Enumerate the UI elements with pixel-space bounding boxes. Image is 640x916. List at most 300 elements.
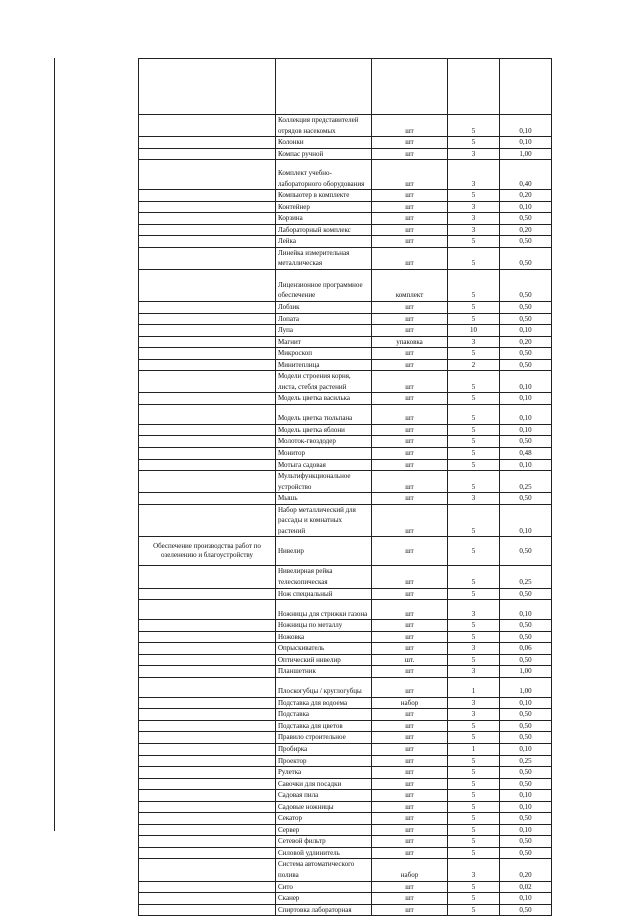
table-row	[139, 666, 552, 678]
unit-cell: шт	[372, 448, 448, 460]
item-name-cell: Мышь	[276, 493, 372, 505]
norm-cell: 0,50	[500, 436, 552, 448]
quantity-cell: 1	[448, 677, 500, 697]
item-name-cell: Система автоматического полива	[276, 859, 372, 881]
unit-cell: шт	[372, 600, 448, 620]
table-row	[139, 767, 552, 779]
unit-cell: набор	[372, 859, 448, 881]
norm-cell: 0,10	[500, 790, 552, 802]
unit-cell: шт	[372, 755, 448, 767]
table-row	[139, 600, 552, 620]
table-row	[139, 732, 552, 744]
table-row	[139, 325, 552, 337]
category-cell	[139, 336, 276, 348]
category-cell: Обеспечение производства работ по озеленению и благоустройству	[139, 537, 276, 566]
unit-cell: шт	[372, 371, 448, 393]
unit-cell: шт	[372, 348, 448, 360]
table-row	[139, 743, 552, 755]
item-name-cell: Подставка для цветов	[276, 720, 372, 732]
norm-cell: 0,25	[500, 471, 552, 493]
norm-cell: 0,48	[500, 448, 552, 460]
table-row	[139, 424, 552, 436]
item-name-cell: Плоскогубцы / круглогубцы	[276, 677, 372, 697]
equipment-table	[138, 58, 552, 916]
category-cell	[139, 471, 276, 493]
quantity-cell: 5	[448, 566, 500, 588]
item-name-cell: Сито	[276, 881, 372, 893]
quantity-cell: 3	[448, 148, 500, 160]
category-cell	[139, 313, 276, 325]
table-row	[139, 677, 552, 697]
quantity-cell: 10	[448, 325, 500, 337]
item-name-cell: Комплект учебно-лабораторного оборудования	[276, 160, 372, 190]
category-cell	[139, 302, 276, 314]
item-name-cell: Силовой удлинитель	[276, 847, 372, 859]
unit-cell: упаковка	[372, 336, 448, 348]
quantity-cell: 5	[448, 436, 500, 448]
item-name-cell: Ножовка	[276, 631, 372, 643]
norm-cell: 0,10	[500, 824, 552, 836]
unit-cell: шт	[372, 666, 448, 678]
unit-cell: шт	[372, 302, 448, 314]
quantity-cell: 5	[448, 471, 500, 493]
unit-cell: шт	[372, 677, 448, 697]
quantity-cell: 5	[448, 836, 500, 848]
unit-cell: шт	[372, 436, 448, 448]
norm-cell: 0,50	[500, 732, 552, 744]
norm-cell: 0,25	[500, 755, 552, 767]
norm-cell: 1,00	[500, 666, 552, 678]
quantity-cell: 5	[448, 448, 500, 460]
unit-cell: шт	[372, 801, 448, 813]
quantity-cell: 5	[448, 893, 500, 905]
item-name-cell: Мультифункциональное устройство	[276, 471, 372, 493]
norm-cell: 0,10	[500, 697, 552, 709]
category-cell	[139, 201, 276, 213]
unit-cell: шт	[372, 201, 448, 213]
norm-cell: 0,10	[500, 325, 552, 337]
item-name-cell: Спиртовка лабораторная	[276, 904, 372, 916]
category-cell	[139, 893, 276, 905]
quantity-cell: 3	[448, 709, 500, 721]
norm-cell: 0,50	[500, 270, 552, 302]
category-cell	[139, 325, 276, 337]
norm-cell: 0,50	[500, 836, 552, 848]
item-name-cell: Корзина	[276, 213, 372, 225]
norm-cell: 0,10	[500, 137, 552, 149]
table-row	[139, 881, 552, 893]
table-row	[139, 160, 552, 190]
norm-cell: 0,25	[500, 566, 552, 588]
quantity-cell	[448, 59, 500, 115]
norm-cell: 0,10	[500, 801, 552, 813]
item-name-cell: Савочки для посадки	[276, 778, 372, 790]
table-row	[139, 270, 552, 302]
item-name-cell: Садовая пила	[276, 790, 372, 802]
quantity-cell: 3	[448, 643, 500, 655]
norm-cell: 0,50	[500, 778, 552, 790]
quantity-cell: 3	[448, 213, 500, 225]
unit-cell: шт	[372, 213, 448, 225]
norm-cell: 0,50	[500, 302, 552, 314]
table-row	[139, 566, 552, 588]
unit-cell: шт	[372, 824, 448, 836]
quantity-cell: 3	[448, 493, 500, 505]
quantity-cell: 5	[448, 424, 500, 436]
norm-cell: 1,00	[500, 677, 552, 697]
quantity-cell: 5	[448, 459, 500, 471]
unit-cell: шт	[372, 643, 448, 655]
quantity-cell: 2	[448, 359, 500, 371]
unit-cell: шт	[372, 720, 448, 732]
table-row	[139, 59, 552, 115]
category-cell	[139, 371, 276, 393]
unit-cell: шт	[372, 190, 448, 202]
norm-cell: 1,00	[500, 148, 552, 160]
item-name-cell: Подставка для водоема	[276, 697, 372, 709]
table-row	[139, 190, 552, 202]
category-cell	[139, 859, 276, 881]
quantity-cell: 3	[448, 600, 500, 620]
norm-cell: 0,50	[500, 631, 552, 643]
table-row	[139, 436, 552, 448]
item-name-cell: Компас ручной	[276, 148, 372, 160]
item-name-cell: Оптический нивелир	[276, 654, 372, 666]
item-name-cell: Опрыскиватель	[276, 643, 372, 655]
category-cell	[139, 801, 276, 813]
category-cell	[139, 493, 276, 505]
unit-cell: шт	[372, 813, 448, 825]
quantity-cell: 5	[448, 247, 500, 269]
norm-cell: 0,10	[500, 201, 552, 213]
quantity-cell: 5	[448, 824, 500, 836]
table-row	[139, 801, 552, 813]
table-row	[139, 778, 552, 790]
norm-cell: 0,50	[500, 236, 552, 248]
quantity-cell: 5	[448, 790, 500, 802]
norm-cell: 0,20	[500, 224, 552, 236]
unit-cell: шт	[372, 504, 448, 537]
quantity-cell: 5	[448, 631, 500, 643]
category-cell	[139, 732, 276, 744]
quantity-cell: 1	[448, 743, 500, 755]
category-cell	[139, 213, 276, 225]
table-row	[139, 654, 552, 666]
item-name-cell: Магнит	[276, 336, 372, 348]
category-cell	[139, 566, 276, 588]
unit-cell: шт	[372, 620, 448, 632]
table-row	[139, 348, 552, 360]
table-row	[139, 224, 552, 236]
unit-cell: шт	[372, 424, 448, 436]
norm-cell: 0,50	[500, 359, 552, 371]
category-cell	[139, 148, 276, 160]
unit-cell: шт	[372, 778, 448, 790]
item-name-cell	[276, 59, 372, 115]
table-row	[139, 313, 552, 325]
table-row	[139, 790, 552, 802]
quantity-cell: 5	[448, 115, 500, 137]
unit-cell: шт	[372, 359, 448, 371]
item-name-cell: Садовые ножницы	[276, 801, 372, 813]
unit-cell: шт	[372, 313, 448, 325]
norm-cell: 0,50	[500, 537, 552, 566]
norm-cell: 0,06	[500, 643, 552, 655]
item-name-cell: Лопата	[276, 313, 372, 325]
quantity-cell: 5	[448, 190, 500, 202]
quantity-cell: 5	[448, 904, 500, 916]
norm-cell: 0,50	[500, 348, 552, 360]
category-cell	[139, 424, 276, 436]
item-name-cell: Модель цветка яблони	[276, 424, 372, 436]
norm-cell: 0,20	[500, 190, 552, 202]
category-cell	[139, 847, 276, 859]
norm-cell: 0,10	[500, 404, 552, 424]
unit-cell: шт	[372, 137, 448, 149]
table-row	[139, 393, 552, 405]
unit-cell: шт	[372, 847, 448, 859]
category-cell	[139, 236, 276, 248]
quantity-cell: 5	[448, 767, 500, 779]
table-row	[139, 302, 552, 314]
unit-cell: шт	[372, 893, 448, 905]
norm-cell: 0,50	[500, 313, 552, 325]
item-name-cell: Подставка	[276, 709, 372, 721]
unit-cell: шт	[372, 493, 448, 505]
unit-cell: шт	[372, 904, 448, 916]
norm-cell: 0,40	[500, 160, 552, 190]
category-cell	[139, 755, 276, 767]
table-row	[139, 709, 552, 721]
unit-cell: шт	[372, 236, 448, 248]
norm-cell: 0,50	[500, 767, 552, 779]
category-cell	[139, 881, 276, 893]
category-cell	[139, 247, 276, 269]
item-name-cell: Лобзик	[276, 302, 372, 314]
table-row	[139, 631, 552, 643]
category-cell	[139, 459, 276, 471]
quantity-cell: 5	[448, 504, 500, 537]
category-cell	[139, 836, 276, 848]
unit-cell: шт	[372, 404, 448, 424]
norm-cell: 0,10	[500, 115, 552, 137]
norm-cell: 0,10	[500, 504, 552, 537]
quantity-cell: 5	[448, 732, 500, 744]
unit-cell: шт	[372, 247, 448, 269]
table-row	[139, 371, 552, 393]
table-row	[139, 236, 552, 248]
norm-cell: 0,10	[500, 893, 552, 905]
quantity-cell: 5	[448, 236, 500, 248]
norm-cell: 0,20	[500, 859, 552, 881]
table-row	[139, 115, 552, 137]
item-name-cell: Микроскоп	[276, 348, 372, 360]
table-row	[139, 213, 552, 225]
category-cell	[139, 504, 276, 537]
item-name-cell: Модель цветка тюльпана	[276, 404, 372, 424]
category-cell	[139, 743, 276, 755]
table-row	[139, 697, 552, 709]
category-cell	[139, 359, 276, 371]
unit-cell: шт	[372, 566, 448, 588]
category-cell	[139, 813, 276, 825]
norm-cell: 0,50	[500, 709, 552, 721]
unit-cell: шт	[372, 325, 448, 337]
category-cell	[139, 137, 276, 149]
quantity-cell: 3	[448, 201, 500, 213]
item-name-cell: Мотыга садовая	[276, 459, 372, 471]
item-name-cell: Планшетник	[276, 666, 372, 678]
category-cell	[139, 224, 276, 236]
item-name-cell: Компьютер в комплекте	[276, 190, 372, 202]
quantity-cell: 3	[448, 160, 500, 190]
category-cell	[139, 393, 276, 405]
table-row	[139, 201, 552, 213]
quantity-cell: 5	[448, 620, 500, 632]
category-cell	[139, 404, 276, 424]
norm-cell: 0,50	[500, 720, 552, 732]
table-row	[139, 404, 552, 424]
item-name-cell: Минитеплица	[276, 359, 372, 371]
item-name-cell: Модель цветка василька	[276, 393, 372, 405]
item-name-cell: Нож специальный	[276, 588, 372, 600]
category-cell	[139, 620, 276, 632]
category-cell	[139, 160, 276, 190]
quantity-cell: 3	[448, 336, 500, 348]
category-cell	[139, 270, 276, 302]
item-name-cell: Сервер	[276, 824, 372, 836]
category-cell	[139, 631, 276, 643]
table-row	[139, 859, 552, 881]
table-row	[139, 620, 552, 632]
category-cell	[139, 697, 276, 709]
category-cell	[139, 348, 276, 360]
category-cell	[139, 600, 276, 620]
table-row	[139, 137, 552, 149]
norm-cell: 0,50	[500, 588, 552, 600]
quantity-cell: 5	[448, 137, 500, 149]
item-name-cell: Правило строительное	[276, 732, 372, 744]
category-cell	[139, 643, 276, 655]
category-cell	[139, 778, 276, 790]
item-name-cell: Нивелирная рейка телескопическая	[276, 566, 372, 588]
item-name-cell: Проектор	[276, 755, 372, 767]
unit-cell: шт	[372, 471, 448, 493]
unit-cell: шт	[372, 588, 448, 600]
quantity-cell: 5	[448, 313, 500, 325]
unit-cell: шт	[372, 631, 448, 643]
item-name-cell: Сетевой фильтр	[276, 836, 372, 848]
unit-cell: шт	[372, 790, 448, 802]
item-name-cell: Коллекция представителей отрядов насекомых	[276, 115, 372, 137]
table-row	[139, 824, 552, 836]
quantity-cell: 5	[448, 813, 500, 825]
unit-cell: шт	[372, 767, 448, 779]
table-row	[139, 588, 552, 600]
item-name-cell: Набор металлический для рассады и комнатных растений	[276, 504, 372, 537]
unit-cell: шт.	[372, 654, 448, 666]
norm-cell: 0,10	[500, 424, 552, 436]
quantity-cell: 3	[448, 859, 500, 881]
quantity-cell: 5	[448, 755, 500, 767]
unit-cell: шт	[372, 537, 448, 566]
category-cell	[139, 436, 276, 448]
norm-cell	[500, 59, 552, 115]
table-row	[139, 148, 552, 160]
table-row	[139, 755, 552, 767]
unit-cell: шт	[372, 881, 448, 893]
quantity-cell: 5	[448, 847, 500, 859]
quantity-cell: 5	[448, 270, 500, 302]
norm-cell: 0,50	[500, 247, 552, 269]
category-cell	[139, 709, 276, 721]
category-cell	[139, 767, 276, 779]
quantity-cell: 5	[448, 302, 500, 314]
norm-cell: 0,50	[500, 654, 552, 666]
quantity-cell: 5	[448, 720, 500, 732]
table-row	[139, 448, 552, 460]
quantity-cell: 3	[448, 666, 500, 678]
quantity-cell: 5	[448, 778, 500, 790]
table-row	[139, 359, 552, 371]
unit-cell: шт	[372, 743, 448, 755]
unit-cell: шт	[372, 459, 448, 471]
norm-cell: 0,50	[500, 813, 552, 825]
table-row	[139, 459, 552, 471]
item-name-cell: Ножницы для стрижки газона	[276, 600, 372, 620]
quantity-cell: 5	[448, 801, 500, 813]
equipment-table-body	[139, 59, 552, 916]
table-row	[139, 847, 552, 859]
quantity-cell: 5	[448, 588, 500, 600]
norm-cell: 0,10	[500, 393, 552, 405]
unit-cell: шт	[372, 160, 448, 190]
quantity-cell: 5	[448, 404, 500, 424]
item-name-cell: Лупа	[276, 325, 372, 337]
table-row	[139, 643, 552, 655]
quantity-cell: 5	[448, 654, 500, 666]
unit-cell: шт	[372, 836, 448, 848]
category-cell	[139, 654, 276, 666]
category-cell	[139, 666, 276, 678]
item-name-cell: Колонки	[276, 137, 372, 149]
item-name-cell: Контейнер	[276, 201, 372, 213]
item-name-cell: Монитор	[276, 448, 372, 460]
unit-cell: комплект	[372, 270, 448, 302]
item-name-cell: Пробирка	[276, 743, 372, 755]
item-name-cell: Ножницы по металлу	[276, 620, 372, 632]
table-row	[139, 720, 552, 732]
quantity-cell: 5	[448, 393, 500, 405]
quantity-cell: 5	[448, 537, 500, 566]
unit-cell: шт	[372, 732, 448, 744]
unit-cell: шт	[372, 393, 448, 405]
table-row	[139, 471, 552, 493]
norm-cell: 0,50	[500, 847, 552, 859]
unit-cell: шт	[372, 224, 448, 236]
unit-cell: шт	[372, 115, 448, 137]
norm-cell: 0,50	[500, 620, 552, 632]
item-name-cell: Секатор	[276, 813, 372, 825]
quantity-cell: 5	[448, 371, 500, 393]
item-name-cell: Нивелир	[276, 537, 372, 566]
table-row	[139, 836, 552, 848]
quantity-cell: 5	[448, 881, 500, 893]
category-cell	[139, 790, 276, 802]
norm-cell: 0,50	[500, 904, 552, 916]
table-row	[139, 247, 552, 269]
page-left-rule	[54, 58, 55, 831]
